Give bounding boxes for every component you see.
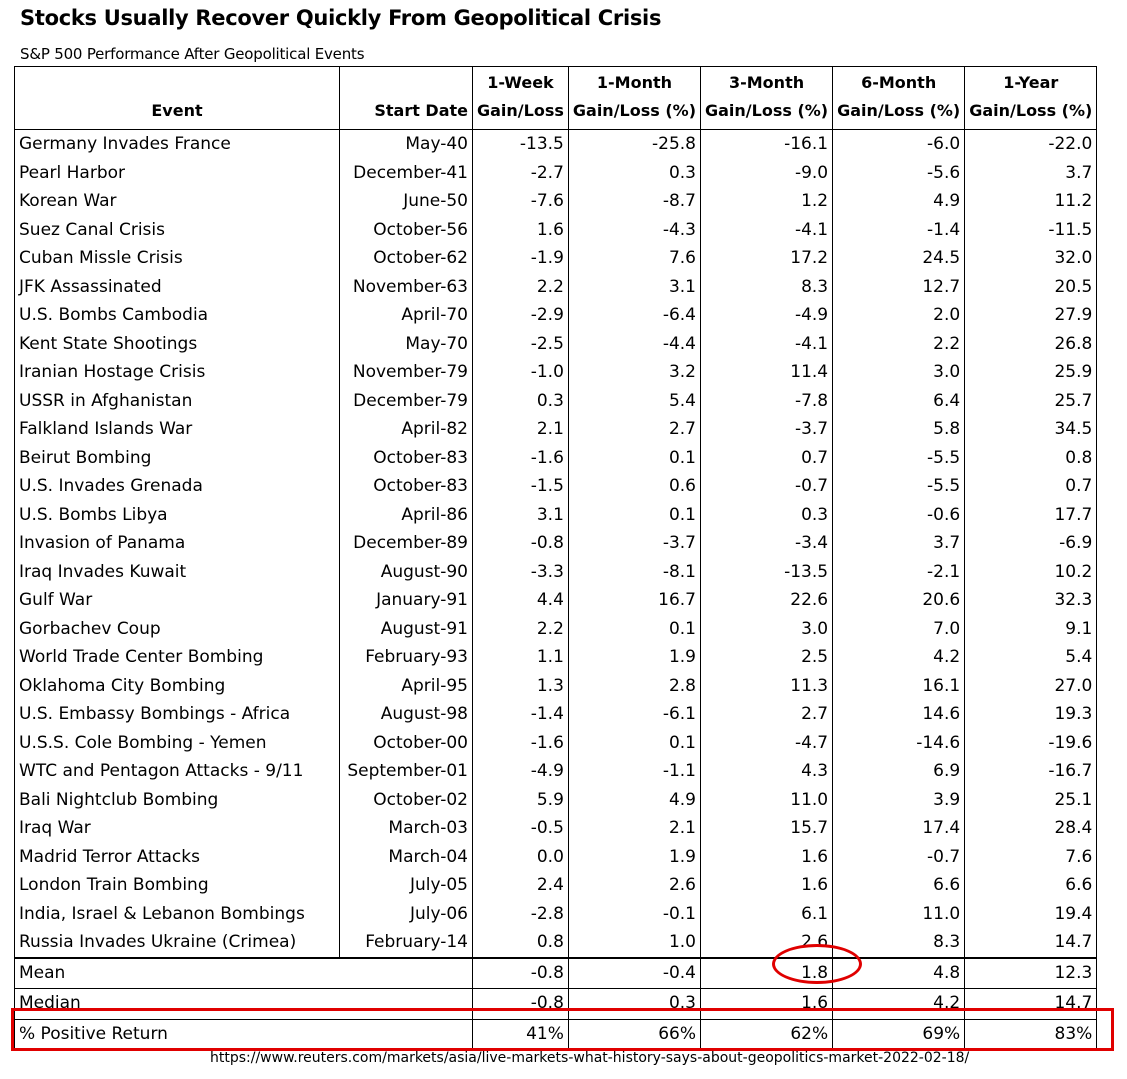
event-cell: London Train Bombing [15,871,340,900]
summary-label-cell: Median [15,989,340,1020]
start-date-cell: October-56 [340,216,473,245]
six-month-cell: 4.9 [833,187,965,216]
one-year-cell: 14.7 [965,928,1097,958]
table-row [15,358,1097,387]
one-year-cell: 19.3 [965,700,1097,729]
one-month-cell: 3.1 [568,273,700,302]
table-row [15,586,1097,615]
three-month-cell: 1.8 [701,958,833,989]
table-row [15,444,1097,473]
six-month-cell: -5.5 [833,444,965,473]
table-row [15,472,1097,501]
three-month-cell: 17.2 [701,244,833,273]
event-cell: U.S. Embassy Bombings - Africa [15,700,340,729]
one-week-cell: 0.8 [473,928,569,958]
start-date-cell: August-91 [340,615,473,644]
summary-label-cell: Mean [15,958,340,989]
six-month-cell: 3.0 [833,358,965,387]
one-year-cell: 27.9 [965,301,1097,330]
one-month-cell: -0.1 [568,900,700,929]
event-cell: India, Israel & Lebanon Bombings [15,900,340,929]
one-week-cell: -2.7 [473,159,569,188]
one-week-cell: -3.3 [473,558,569,587]
summary-label-cell: % Positive Return [15,1019,340,1050]
three-month-cell: 11.0 [701,786,833,815]
header-row [15,67,1097,130]
three-month-cell: -3.4 [701,529,833,558]
event-cell: Korean War [15,187,340,216]
six-month-cell: 3.9 [833,786,965,815]
one-year-cell: -11.5 [965,216,1097,245]
one-month-cell: 3.2 [568,358,700,387]
one-month-cell: 1.9 [568,643,700,672]
header-event: Event [15,67,340,130]
one-month-cell: -4.3 [568,216,700,245]
table-row [15,529,1097,558]
source-url: https://www.reuters.com/markets/asia/live-markets-what-history-says-about-geopolitics-market-2022-02-18/ [210,1050,970,1066]
one-year-cell: 10.2 [965,558,1097,587]
table-row [15,244,1097,273]
six-month-cell: 4.8 [833,958,965,989]
start-date-cell: April-82 [340,415,473,444]
six-month-cell: 16.1 [833,672,965,701]
six-month-cell: 6.9 [833,757,965,786]
start-date-cell: April-95 [340,672,473,701]
event-cell: Russia Invades Ukraine (Crimea) [15,928,340,958]
one-month-cell: 2.8 [568,672,700,701]
six-month-cell: 8.3 [833,928,965,958]
one-year-cell: 20.5 [965,273,1097,302]
one-year-cell: 11.2 [965,187,1097,216]
one-year-cell: -16.7 [965,757,1097,786]
table-row [15,757,1097,786]
start-date-cell: October-00 [340,729,473,758]
one-year-cell: 0.7 [965,472,1097,501]
one-month-cell: 66% [568,1019,700,1050]
one-week-cell: 2.2 [473,615,569,644]
one-month-cell: 0.1 [568,729,700,758]
one-year-cell: 25.1 [965,786,1097,815]
one-year-cell: 25.9 [965,358,1097,387]
header-6-month [833,67,965,130]
three-month-cell: 22.6 [701,586,833,615]
start-date-cell: February-93 [340,643,473,672]
header-1-year-line2: Gain/Loss (%) [969,101,1093,120]
start-date-cell: July-06 [340,900,473,929]
one-week-cell: 2.4 [473,871,569,900]
three-month-cell: 1.6 [701,871,833,900]
one-year-cell: 25.7 [965,387,1097,416]
one-month-cell: -0.4 [568,958,700,989]
one-year-cell: 7.6 [965,843,1097,872]
summary-blank-cell [340,958,473,989]
event-cell: Bali Nightclub Bombing [15,786,340,815]
one-month-cell: 0.1 [568,501,700,530]
three-month-cell: -16.1 [701,130,833,159]
one-week-cell: -0.8 [473,989,569,1020]
one-week-cell: -2.5 [473,330,569,359]
start-date-cell: April-70 [340,301,473,330]
one-week-cell: 1.3 [473,672,569,701]
three-month-cell: 2.7 [701,700,833,729]
event-cell: USSR in Afghanistan [15,387,340,416]
one-week-cell: -1.6 [473,444,569,473]
one-month-cell: -6.4 [568,301,700,330]
six-month-cell: -0.7 [833,843,965,872]
one-month-cell: -8.7 [568,187,700,216]
start-date-cell: December-41 [340,159,473,188]
start-date-cell: March-03 [340,814,473,843]
one-year-cell: 32.3 [965,586,1097,615]
table-row [15,615,1097,644]
summary-row [15,958,1097,989]
start-date-cell: August-98 [340,700,473,729]
one-year-cell: 12.3 [965,958,1097,989]
one-week-cell: 0.0 [473,843,569,872]
six-month-cell: -6.0 [833,130,965,159]
one-week-cell: -1.0 [473,358,569,387]
one-week-cell: -1.9 [473,244,569,273]
one-year-cell: 34.5 [965,415,1097,444]
header-1-month-line2: Gain/Loss (%) [572,101,696,120]
events-body [15,130,1097,958]
header-1-week-line1: 1-Week [487,73,554,92]
six-month-cell: -14.6 [833,729,965,758]
table-row [15,273,1097,302]
six-month-cell: 12.7 [833,273,965,302]
header-3-month [701,67,833,130]
one-month-cell: -1.1 [568,757,700,786]
one-week-cell: -1.6 [473,729,569,758]
event-cell: Gulf War [15,586,340,615]
event-cell: JFK Assassinated [15,273,340,302]
six-month-cell: 4.2 [833,989,965,1020]
one-week-cell: -0.8 [473,529,569,558]
one-week-cell: 1.6 [473,216,569,245]
three-month-cell: 2.5 [701,643,833,672]
one-year-cell: 9.1 [965,615,1097,644]
three-month-cell: -0.7 [701,472,833,501]
event-cell: U.S. Bombs Cambodia [15,301,340,330]
event-cell: WTC and Pentagon Attacks - 9/11 [15,757,340,786]
table-row [15,130,1097,159]
start-date-cell: January-91 [340,586,473,615]
six-month-cell: 3.7 [833,529,965,558]
event-cell: Beirut Bombing [15,444,340,473]
start-date-cell: November-63 [340,273,473,302]
positive-return-highlight-box [11,1008,1114,1051]
three-month-cell: 8.3 [701,273,833,302]
event-cell: Suez Canal Crisis [15,216,340,245]
one-year-cell: 28.4 [965,814,1097,843]
event-cell: Invasion of Panama [15,529,340,558]
table-row [15,871,1097,900]
three-month-cell: 11.3 [701,672,833,701]
one-year-cell: -6.9 [965,529,1097,558]
one-week-cell: 4.4 [473,586,569,615]
three-month-cell: -13.5 [701,558,833,587]
one-week-cell: 2.2 [473,273,569,302]
table-row [15,814,1097,843]
three-month-cell: 2.6 [701,928,833,958]
event-cell: U.S. Invades Grenada [15,472,340,501]
start-date-cell: September-01 [340,757,473,786]
three-month-cell: -7.8 [701,387,833,416]
one-year-cell: -22.0 [965,130,1097,159]
one-week-cell: -0.8 [473,958,569,989]
event-cell: Iraq Invades Kuwait [15,558,340,587]
six-month-cell: -0.6 [833,501,965,530]
event-cell: Madrid Terror Attacks [15,843,340,872]
start-date-cell: November-79 [340,358,473,387]
one-week-cell: -7.6 [473,187,569,216]
one-year-cell: 32.0 [965,244,1097,273]
one-month-cell: 0.1 [568,615,700,644]
one-year-cell: 26.8 [965,330,1097,359]
event-cell: World Trade Center Bombing [15,643,340,672]
table-row [15,187,1097,216]
table-row [15,900,1097,929]
six-month-cell: 2.2 [833,330,965,359]
table-subtitle: S&P 500 Performance After Geopolitical Events [20,45,365,63]
start-date-cell: August-90 [340,558,473,587]
six-month-cell: -2.1 [833,558,965,587]
three-month-cell: -4.1 [701,216,833,245]
one-year-cell: 17.7 [965,501,1097,530]
table-row [15,159,1097,188]
six-month-cell: 7.0 [833,615,965,644]
start-date-cell: July-05 [340,871,473,900]
six-month-cell: 2.0 [833,301,965,330]
three-month-cell: 4.3 [701,757,833,786]
start-date-cell: May-40 [340,130,473,159]
start-date-cell: February-14 [340,928,473,958]
start-date-cell: June-50 [340,187,473,216]
three-month-cell: 1.6 [701,989,833,1020]
one-month-cell: 1.9 [568,843,700,872]
header-1-week-line2: Gain/Loss [477,101,564,120]
header-6-month-line2: Gain/Loss (%) [837,101,961,120]
table-row [15,729,1097,758]
table-row [15,387,1097,416]
six-month-cell: 17.4 [833,814,965,843]
one-week-cell: -4.9 [473,757,569,786]
event-cell: U.S. Bombs Libya [15,501,340,530]
event-cell: Pearl Harbor [15,159,340,188]
one-week-cell: 41% [473,1019,569,1050]
three-month-cell: 6.1 [701,900,833,929]
one-week-cell: 1.1 [473,643,569,672]
one-year-cell: -19.6 [965,729,1097,758]
one-month-cell: 2.6 [568,871,700,900]
six-month-cell: 6.6 [833,871,965,900]
one-week-cell: -1.4 [473,700,569,729]
one-week-cell: -1.5 [473,472,569,501]
three-month-cell: 15.7 [701,814,833,843]
table-row [15,330,1097,359]
six-month-cell: 24.5 [833,244,965,273]
one-week-cell: 0.3 [473,387,569,416]
one-week-cell: -2.9 [473,301,569,330]
six-month-cell: -1.4 [833,216,965,245]
one-week-cell: 5.9 [473,786,569,815]
one-year-cell: 83% [965,1019,1097,1050]
header-1-month-line1: 1-Month [596,73,672,92]
one-year-cell: 27.0 [965,672,1097,701]
header-6-month-line1: 6-Month [861,73,937,92]
table-row [15,301,1097,330]
table-row [15,558,1097,587]
start-date-cell: October-83 [340,444,473,473]
table-row [15,216,1097,245]
six-month-cell: 11.0 [833,900,965,929]
one-month-cell: 2.1 [568,814,700,843]
header-1-year-line1: 1-Year [1003,73,1059,92]
six-month-cell: 6.4 [833,387,965,416]
mean-3-month-highlight-circle [772,944,862,984]
three-month-cell: 1.6 [701,843,833,872]
events-table [14,66,1097,1050]
six-month-cell: 69% [833,1019,965,1050]
table-title: Stocks Usually Recover Quickly From Geopolitical Crisis [20,6,662,30]
start-date-cell: April-86 [340,501,473,530]
one-week-cell: -2.8 [473,900,569,929]
one-month-cell: 0.3 [568,989,700,1020]
start-date-cell: December-89 [340,529,473,558]
header-3-month-line2: Gain/Loss (%) [705,101,829,120]
one-week-cell: -13.5 [473,130,569,159]
three-month-cell: 0.3 [701,501,833,530]
start-date-cell: May-70 [340,330,473,359]
one-week-cell: 3.1 [473,501,569,530]
table-row [15,672,1097,701]
one-week-cell: -0.5 [473,814,569,843]
one-month-cell: -6.1 [568,700,700,729]
one-month-cell: -3.7 [568,529,700,558]
table-row [15,415,1097,444]
three-month-cell: 0.7 [701,444,833,473]
event-cell: Kent State Shootings [15,330,340,359]
start-date-cell: October-62 [340,244,473,273]
start-date-cell: October-02 [340,786,473,815]
header-1-month [568,67,700,130]
three-month-cell: -9.0 [701,159,833,188]
one-year-cell: 3.7 [965,159,1097,188]
one-month-cell: -25.8 [568,130,700,159]
one-week-cell: 2.1 [473,415,569,444]
one-month-cell: 2.7 [568,415,700,444]
one-month-cell: 0.1 [568,444,700,473]
one-month-cell: -4.4 [568,330,700,359]
start-date-cell: December-79 [340,387,473,416]
header-start-date: Start Date [340,67,473,130]
event-cell: Gorbachev Coup [15,615,340,644]
table-row [15,643,1097,672]
three-month-cell: 3.0 [701,615,833,644]
event-cell: Cuban Missle Crisis [15,244,340,273]
event-cell: Iraq War [15,814,340,843]
one-month-cell: -8.1 [568,558,700,587]
one-month-cell: 0.3 [568,159,700,188]
six-month-cell: 14.6 [833,700,965,729]
one-month-cell: 7.6 [568,244,700,273]
three-month-cell: 1.2 [701,187,833,216]
event-cell: U.S.S. Cole Bombing - Yemen [15,729,340,758]
six-month-cell: 4.2 [833,643,965,672]
six-month-cell: -5.6 [833,159,965,188]
one-month-cell: 5.4 [568,387,700,416]
one-year-cell: 0.8 [965,444,1097,473]
three-month-cell: 62% [701,1019,833,1050]
three-month-cell: -4.7 [701,729,833,758]
event-cell: Falkland Islands War [15,415,340,444]
one-year-cell: 14.7 [965,989,1097,1020]
event-cell: Oklahoma City Bombing [15,672,340,701]
one-month-cell: 0.6 [568,472,700,501]
event-cell: Iranian Hostage Crisis [15,358,340,387]
one-year-cell: 5.4 [965,643,1097,672]
six-month-cell: 20.6 [833,586,965,615]
table-row [15,928,1097,958]
one-month-cell: 1.0 [568,928,700,958]
table-row [15,843,1097,872]
three-month-cell: -4.1 [701,330,833,359]
one-year-cell: 6.6 [965,871,1097,900]
six-month-cell: 5.8 [833,415,965,444]
one-month-cell: 16.7 [568,586,700,615]
table-row [15,786,1097,815]
start-date-cell: March-04 [340,843,473,872]
header-3-month-line1: 3-Month [728,73,805,92]
event-cell: Germany Invades France [15,130,340,159]
header-1-week [473,67,569,130]
six-month-cell: -5.5 [833,472,965,501]
three-month-cell: 11.4 [701,358,833,387]
one-year-cell: 19.4 [965,900,1097,929]
three-month-cell: -3.7 [701,415,833,444]
table-row [15,501,1097,530]
three-month-cell: -4.9 [701,301,833,330]
start-date-cell: October-83 [340,472,473,501]
one-month-cell: 4.9 [568,786,700,815]
table-row [15,700,1097,729]
header-1-year [965,67,1097,130]
